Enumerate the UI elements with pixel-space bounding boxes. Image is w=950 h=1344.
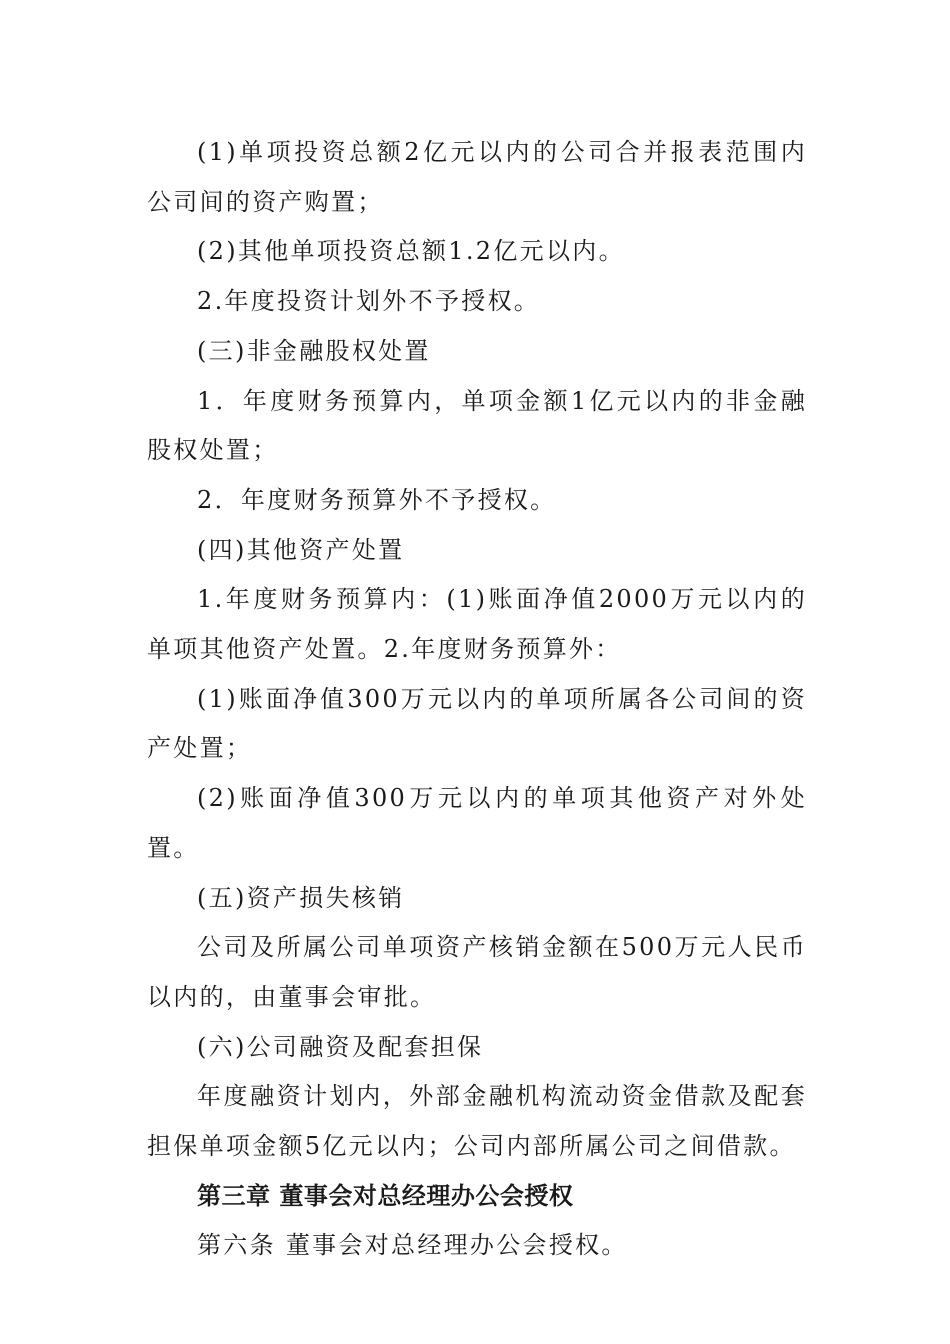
- paragraph-item-2-investment: (2)其他单项投资总额1.2亿元以内。: [197, 237, 625, 266]
- section-heading-equity-disposal: (三)非金融股权处置: [197, 336, 431, 365]
- paragraph-asset-intercompany: (1)账面净值300万元以内的单项所属各公司间的资产处置；: [147, 684, 807, 763]
- paragraph-asset-external: (2)账面净值300万元以内的单项其他资产对外处置。: [147, 784, 807, 862]
- paragraph-financing: 年度融资计划内，外部金融机构流动资金借款及配套担保单项金额5亿元以内；公司内部所属公司之间借款。: [147, 1082, 807, 1161]
- document-body: [147, 128, 807, 1271]
- paragraph-other-asset-budget: 1.年度财务预算内：(1)账面净值2000万元以内的单项其他资产处置。2.年度财务预算外：: [147, 585, 807, 664]
- section-heading-asset-writeoff: (五)资产损失核销: [197, 883, 405, 912]
- paragraph-item-1-investment: (1)单项投资总额2亿元以内的公司合并报表范围内公司间的资产购置；: [147, 138, 807, 216]
- section-heading-other-asset-disposal: (四)其他资产处置: [197, 535, 405, 564]
- paragraph-equity-outside-budget: 2．年度财务预算外不予授权。: [197, 485, 557, 514]
- paragraph-equity-within-budget: 1．年度财务预算内，单项金额1亿元以内的非金融股权处置；: [147, 386, 807, 465]
- section-heading-financing: (六)公司融资及配套担保: [197, 1032, 484, 1061]
- paragraph-investment-outside-plan: 2.年度投资计划外不予授权。: [197, 287, 541, 316]
- article-six: 第六条 董事会对总经理办公会授权。: [197, 1231, 628, 1260]
- chapter-heading: 第三章 董事会对总经理办公会授权: [197, 1181, 574, 1210]
- paragraph-asset-writeoff: 公司及所属公司单项资产核销金额在500万元人民币以内的，由董事会审批。: [147, 933, 807, 1011]
